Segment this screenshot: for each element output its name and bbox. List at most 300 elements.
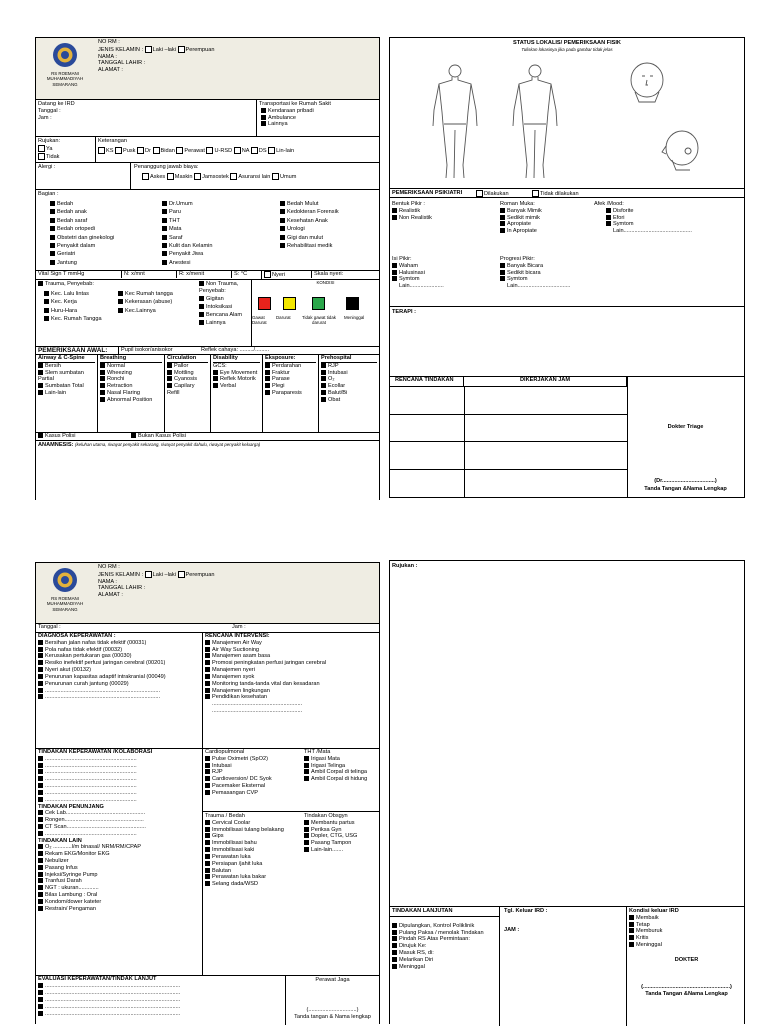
bagian-item: Rehabilitasi medik — [287, 243, 333, 250]
bagian-label: Bagian : — [38, 191, 59, 197]
hospital-name-2: MUHAMMADIYAH — [46, 76, 84, 82]
gender-label: JENIS KELAMIN : — [98, 46, 144, 53]
progresi-item: Sedikit bicara — [507, 269, 541, 276]
ket-checkbox[interactable] — [251, 147, 258, 154]
airway-item: Sumbatan Total — [45, 383, 84, 390]
bagian-item: Penyakit dalam — [57, 243, 96, 250]
eksposure-title: Eksposure: — [265, 355, 316, 363]
biaya-options — [134, 173, 296, 181]
bagian-col-1 — [50, 200, 114, 267]
obsgyn-item: Dopler, CTG, USG — [311, 833, 358, 840]
biaya-opt: Umum — [279, 173, 297, 180]
roman-muka — [500, 201, 542, 235]
anamnesis-row — [38, 442, 260, 449]
nama-label: NAMA : — [98, 578, 117, 585]
trauma-bedah-item: Selang dada/WSD — [212, 881, 259, 888]
tanggal-row — [36, 624, 379, 633]
alergi-label: Alergi : — [36, 163, 131, 189]
anamnesis-note: (keluhan utama, riwayat penyakit sekarang, riwayat penyakit dahulu, riwayat penyakit keluarga) — [75, 442, 261, 447]
gawat-darurat-swatch[interactable] — [258, 297, 271, 310]
sun-logo-icon — [52, 42, 78, 68]
progresi-pikir — [500, 256, 570, 290]
patient-id-fields-2 — [98, 564, 278, 599]
ket-opt: NA — [241, 147, 250, 154]
page-3-form — [35, 562, 380, 1024]
trauma-section — [36, 280, 379, 347]
penanggung-label: Penanggung jawab biaya: — [134, 164, 199, 170]
cardio-item: Cardioversion/ DC Syok — [212, 776, 272, 783]
tindakan-lanjutan-item: Dipulangkan, Kontrol Poliklinik — [399, 922, 475, 929]
tindakan-dots: ........................................................... — [45, 776, 137, 783]
tindakan-penunjang-title: TINDAKAN PENUNJANG — [38, 803, 104, 810]
tindakan-lain-item: O₂ ............l/m binasal/ NRM/RM/CPAP — [45, 844, 141, 851]
hospital-logo-2 — [36, 563, 94, 624]
prehospital-item: Balut/Bi — [328, 390, 348, 397]
ket-opt: Pusk — [123, 147, 136, 154]
transport-title: Transportasi ke Rumah Sakit — [259, 101, 331, 107]
bentuk-pikir-item: Non Realistik — [399, 214, 432, 221]
tindakan-lain-item: Injeksi/Syringe Pump — [45, 871, 98, 878]
trauma-item: Kec.Lainnya — [125, 307, 156, 314]
vital-t: Vital Sign T mmHg — [38, 271, 85, 277]
tidak-dilakukan-checkbox[interactable] — [532, 190, 539, 197]
evaluasi-dots: ....................................................................................... — [45, 990, 181, 996]
bagian-section — [36, 190, 379, 271]
nontrauma-item: Intoksikasi — [206, 304, 233, 311]
nontrauma-item: Non Trauma, Penyebab: — [199, 281, 239, 294]
jam-label: Jam : — [232, 624, 246, 630]
prehospital-item: Ecollar — [328, 383, 346, 390]
patient-header — [36, 38, 379, 100]
hospital-city: SEMARANG — [52, 606, 78, 612]
intervensi-item: Manajemen lingkungan — [212, 687, 270, 694]
penunjang-item: Rongen................................................... — [45, 817, 144, 824]
intervensi-item: Pendidikan kesehatan — [212, 694, 268, 701]
circulation-item: Cyanosis — [174, 376, 198, 383]
laki-checkbox[interactable] — [145, 46, 152, 53]
bukan-kasus-label: Bukan Kasus Polisi — [138, 433, 186, 439]
breathing-item: Abnormal Position — [107, 396, 153, 403]
kondisi-keluar-item: Memburuk — [636, 928, 663, 935]
bagian-item: Bedah Mulut — [287, 201, 319, 207]
kasus-polisi-label: Kasus Polisi — [45, 433, 76, 439]
terapi-title: TERAPI : — [392, 309, 416, 315]
trauma-title: Trauma, Penyebab: — [45, 281, 94, 287]
tindakan-lanjutan-item: Dirujuk Ke: — [399, 943, 427, 950]
prehospital-item: Intubasi — [328, 369, 348, 376]
birthdate-label: TANGGAL LAHIR : — [98, 60, 146, 67]
hospital-logo — [36, 38, 94, 100]
tindakan-lanjutan-table — [390, 906, 744, 1025]
tindakan-lanjutan-item: Melarikan Diri — [399, 956, 434, 963]
kondisi-keluar-item: Tetap — [636, 921, 650, 928]
trauma-item: Kekerasan (abuse) — [125, 299, 173, 306]
evaluasi-section — [36, 976, 379, 1025]
diagnosa-item: Kerusakan pertukaran gas (00030) — [45, 653, 132, 660]
obsgyn-item: Lain-lain....... — [311, 847, 344, 854]
ket-checkbox[interactable] — [176, 147, 183, 154]
circulation-item: Capilary Refill — [167, 383, 195, 397]
tidak-checkbox[interactable] — [38, 153, 45, 160]
obsgyn-item: Pasang Tampon — [311, 840, 352, 847]
dilakukan-label: Dilakukan — [484, 190, 509, 197]
ya-label: Ya — [46, 145, 53, 152]
obsgyn-col — [304, 813, 379, 854]
eksposure-item: Parase — [272, 376, 290, 383]
page-4-form — [389, 560, 745, 1024]
bagian-item: Saraf — [169, 234, 183, 241]
keterangan-label: Keterangan — [98, 138, 127, 144]
tindakan-lanjutan-title: TINDAKAN LANJUTAN — [390, 907, 499, 917]
tindakan-dots: ........................................................... — [45, 783, 137, 790]
tindakan-dots: ........................................................... — [45, 789, 137, 796]
ket-opt: U-RSD — [214, 147, 233, 154]
diagnosa-section — [36, 633, 379, 749]
laki-label: Laki –laki — [152, 571, 176, 578]
vital-sign-row — [36, 271, 379, 280]
vital-n: N: x/mnt — [121, 271, 145, 278]
breathing-title: Breathing — [100, 355, 162, 363]
biaya-opt: Jamsostek — [202, 173, 229, 180]
rujukan-title: Rujukan : — [392, 563, 418, 569]
laki-label: Laki –laki — [152, 46, 176, 53]
tidak-gawat-label: Tidak gawat tidak darurat — [301, 315, 336, 326]
rencana-title: RENCANA TINDAKAN — [395, 377, 454, 383]
penunjang-item: ........................................................... — [45, 830, 137, 837]
tindakan-lanjutan-col — [390, 907, 500, 1026]
eksposure-item: Fraktur — [272, 369, 290, 376]
cardio-item: Pacemaker Eksternal — [212, 783, 266, 790]
transport-opt: Ambulance — [268, 114, 296, 121]
breathing-item: Retraction — [107, 383, 133, 390]
cardio-item: Pemasangan CVP — [212, 789, 259, 796]
breathing-item: Wheezing — [107, 369, 132, 376]
roman-muka-item: Apropiate — [507, 221, 531, 228]
ket-opt: Perawat — [184, 147, 205, 154]
tindakan-lain-item: Pasang Infus — [45, 864, 78, 871]
pemeriksaan-awal-title: PEMERIKSAAN AWAL: — [38, 347, 108, 354]
non-trauma-list — [199, 281, 249, 327]
biaya-checkbox[interactable] — [194, 173, 201, 180]
intervensi-col — [205, 633, 375, 715]
obsgyn-item: Membantu partus — [311, 819, 355, 826]
trauma-bedah-col — [205, 813, 301, 888]
disability-item: Eye Movement — [220, 369, 258, 376]
breathing-item: Ronchi — [107, 376, 125, 383]
intervensi-title: RENCANA INTERVENSI: — [205, 633, 270, 639]
alergi-section — [36, 163, 379, 190]
prehospital-item: RJP — [328, 362, 339, 369]
trauma-bedah-title: Trauma / Bedah — [205, 813, 245, 819]
trauma-bedah-item: Perawatan luka bakar — [212, 874, 267, 881]
cardio-title: Cardiopulmonal — [205, 749, 245, 755]
kondisi-keluar-item: Meninggal — [636, 942, 662, 949]
intervensi-dots: .......................................................... — [212, 707, 303, 714]
hospital-name: RS ROEMANI — [51, 70, 79, 76]
obsgyn-item: Periksa Gyn — [311, 826, 342, 833]
pupil-label: Pupil isokor/anisokor — [118, 347, 173, 354]
ket-checkbox[interactable] — [98, 147, 105, 154]
diagnosa-title: DIAGNOSA KEPERAWATAN : — [38, 633, 116, 639]
bagian-item: Dr.Umum — [169, 201, 193, 207]
bagian-item: Kulit dan Kelamin — [169, 243, 213, 250]
trauma-bedah-item: Perawatan luka — [212, 853, 251, 860]
bagian-item: THT — [169, 217, 180, 224]
ket-checkbox[interactable] — [153, 147, 160, 154]
rujukan-label: Rujukan: — [38, 138, 61, 144]
biaya-checkbox[interactable] — [272, 173, 279, 180]
kondisi-swatches — [254, 297, 380, 311]
trauma-item: Kec Rumah tangga — [125, 291, 173, 297]
laki-checkbox[interactable] — [145, 571, 152, 578]
trauma-item: Kec. Kerja — [51, 299, 77, 306]
evaluasi-dots: ....................................................................................... — [45, 997, 181, 1003]
gender-label: JENIS KELAMIN : — [98, 571, 144, 578]
hospital-name-2: MUHAMMADIYAH — [46, 601, 84, 607]
bentuk-pikir-title: Bentuk Pikir : — [392, 201, 425, 207]
cardio-item: Pulse Oximetri (SpO2) — [212, 755, 268, 762]
alamat-label: ALAMAT : — [98, 67, 123, 74]
kondisi-keluar-item: Kritis — [636, 935, 649, 942]
tindakan-lain-title: TINDAKAN LAIN — [38, 837, 82, 844]
kondisi-block — [251, 280, 379, 346]
ket-opt: Bidan — [160, 147, 175, 154]
tindakan-lain-item: Nebulizer — [45, 858, 69, 864]
tanggal-label: Tanggal : — [38, 107, 61, 114]
perempuan-label: Perempuan — [185, 46, 215, 53]
trauma-bedah-item: Cervical Coolar — [212, 819, 251, 826]
disability-item: Reflek Motorik — [220, 376, 256, 383]
perempuan-checkbox[interactable] — [178, 571, 185, 578]
psikiatri-row — [390, 188, 744, 198]
page-2-form — [389, 37, 745, 498]
tht-item: Ambil Corpal di telinga — [311, 769, 367, 776]
diagnosa-item: Resiko inefektif perfusi jaringan cerebral (00201) — [45, 660, 166, 667]
bagian-item: Anestesi — [169, 259, 191, 266]
nontrauma-item: Lainnya — [206, 319, 226, 326]
diagnosa-item: Nyeri akut (00132) — [45, 667, 92, 674]
airway-title: Airway & C-Spine — [38, 355, 95, 363]
terapi-section — [390, 306, 744, 376]
dikerjakan-header — [464, 377, 627, 387]
biaya-opt: Maskin — [174, 173, 193, 180]
ket-opt: Dr — [145, 147, 151, 154]
bagian-col-3 — [280, 200, 339, 250]
bentuk-pikir — [392, 201, 432, 221]
isi-pikir-item: Waham — [399, 262, 419, 269]
trauma-bedah-item: Gips — [212, 833, 224, 840]
evaluasi-title: EVALUASI KEPERAWATAN/TINDAK LANJUT — [38, 976, 157, 982]
dokter-signature-caption: Tanda Tangan &Nama Lengkap — [644, 486, 727, 492]
evaluasi-dots: ....................................................................................... — [45, 983, 181, 989]
roman-muka-item: Sedikit mimik — [507, 214, 540, 221]
penunjang-item: CT Scan................................................... — [45, 823, 146, 830]
gawat-darurat-label: Gawat Darurat — [252, 315, 267, 326]
airway-item: Bersih — [45, 362, 61, 369]
kasus-polisi-row — [36, 433, 379, 441]
trauma-item: Huru-Hara — [51, 307, 78, 314]
nyeri-label: Nyeri — [272, 271, 286, 278]
perawat-signature-caption: Tanda tangan & Nama lengkap — [294, 1014, 371, 1020]
ket-opt: KS — [106, 147, 114, 154]
prehospital-col — [319, 355, 379, 432]
ket-checkbox[interactable] — [115, 147, 122, 154]
meninggal-label: Meninggal — [344, 315, 365, 320]
dikerjakan-title: DIKERJAKAN JAM — [519, 377, 571, 383]
circulation-item: Mottling — [174, 369, 194, 376]
evaluasi-dots: ....................................................................................... — [45, 1011, 181, 1017]
trauma-bedah-item: Balutan — [212, 867, 231, 874]
tindakan-dots: ........................................................... — [45, 769, 137, 776]
cardio-item: Intubasi — [212, 762, 232, 769]
anamnesis-title: ANAMNESIS: — [38, 442, 74, 448]
intervensi-item: Promosi peningkatan perfusi jaringan cerebral — [212, 660, 327, 667]
ket-checkbox[interactable] — [234, 147, 241, 154]
tindakan-lain-item: NGT : ukuran............. — [45, 885, 99, 892]
nama-label: NAMA : — [98, 53, 117, 60]
tidak-label: Tidak — [46, 153, 60, 160]
jam-label: Jam : — [38, 114, 52, 121]
hospital-city: SEMARANG — [52, 81, 78, 87]
tht-title: THT /Mata — [304, 749, 331, 755]
vital-s: S: °C — [231, 271, 247, 278]
bagian-item: Geriatri — [57, 251, 76, 258]
tindakan-section — [36, 749, 379, 976]
dokter-signature-line: (........................................................) — [641, 983, 732, 990]
prehospital-title: Prehospital — [321, 355, 377, 363]
intervensi-dots: .......................................................... — [212, 701, 303, 708]
darurat-label: Darurat — [276, 315, 291, 320]
disability-col — [211, 355, 263, 432]
eksposure-item: Perdarahan — [272, 362, 302, 369]
perawat-jaga-label: Perawat Jaga — [315, 977, 350, 983]
no-rm-label: NO RM : — [98, 564, 120, 570]
biaya-checkbox[interactable] — [167, 173, 174, 180]
diagnosa-item: Pola nafas tidak efektif (00032) — [45, 646, 123, 653]
isi-pikir-lain: Lain...................... — [399, 283, 444, 290]
tht-item: Irigasi Telinga — [311, 762, 346, 769]
pemeriksaan-awal-row — [36, 347, 379, 355]
isi-pikir-item: Halusinasi — [399, 269, 425, 276]
kondisi-keluar-col — [629, 907, 744, 997]
refleks-label: Reflek cahaya: ........./......... — [201, 347, 270, 353]
bagian-item: Bedah ortopedi — [57, 226, 95, 233]
status-lokalis-title: STATUS LOKALIS/ PEMERIKSAAN FISIK — [513, 40, 621, 46]
ket-checkbox[interactable] — [206, 147, 213, 154]
diagnosa-item: .......................................................................... — [45, 687, 161, 694]
abcde-section — [36, 355, 379, 433]
prehospital-item: O₂ — [328, 376, 335, 383]
afek-item: Disforite — [613, 207, 634, 214]
bagian-col-2 — [162, 200, 213, 267]
ket-checkbox[interactable] — [137, 147, 144, 154]
rujukan-section — [36, 137, 379, 163]
ya-checkbox[interactable] — [38, 145, 45, 152]
page-1-form — [35, 37, 380, 500]
tindakan-lain-item: Kondom/dower kateter — [45, 898, 102, 905]
penunjang-item: Cek Lab................................................... — [45, 810, 146, 817]
perempuan-checkbox[interactable] — [178, 46, 185, 53]
bagian-item: Urologi — [287, 226, 305, 233]
bagian-item: Kesehatan Anak — [287, 217, 328, 224]
dokter-triage-label: Dokter Triage — [667, 424, 704, 430]
kondisi-title: KONDISI — [316, 280, 335, 285]
bentuk-pikir-item: Realistik — [399, 207, 421, 214]
circulation-title: Circulation — [167, 355, 208, 363]
status-lokalis-note: Tuliskan lokasinya jika pada gambar tidak jelas — [521, 46, 613, 52]
gender-row — [98, 46, 278, 54]
nyeri-checkbox[interactable] — [264, 271, 271, 278]
evaluasi-dots: ....................................................................................... — [45, 1004, 181, 1010]
progresi-lain: Lain.................................. — [507, 283, 571, 290]
tht-col — [304, 749, 379, 783]
afek-lain: Lain............................................ — [613, 228, 692, 235]
tidak-dilakukan-label: Tidak dilakukan — [540, 190, 579, 197]
afek-title: Afek /Mood: — [594, 201, 624, 207]
trauma-bedah-item: Immobilisasi tulang belakang — [212, 826, 284, 833]
breathing-item: Nasal Flaring — [107, 390, 140, 397]
progresi-title: Progresi Pikir: — [500, 256, 535, 262]
dilakukan-checkbox[interactable] — [476, 190, 483, 197]
kondisi-keluar-item: Membaik — [636, 914, 659, 921]
biaya-checkbox[interactable] — [142, 173, 149, 180]
bagian-item: Mata — [169, 226, 182, 233]
isi-pikir-item: Symtom — [399, 276, 420, 283]
nontrauma-item: Gigitan — [206, 296, 224, 302]
bagian-item: Bedah — [57, 201, 74, 207]
afek-mood — [594, 201, 692, 235]
tindakan-dots: ........................................................... — [45, 755, 137, 762]
intervensi-item: Manajemen Air Way — [212, 639, 262, 646]
dokter-label: DOKTER — [674, 956, 699, 963]
intervensi-item: Manajemen asam basa — [212, 653, 271, 660]
tindakan-lain-item: Restrain/ Pengaman — [45, 905, 96, 912]
eksposure-col — [263, 355, 319, 432]
ket-checkbox[interactable] — [268, 147, 275, 154]
vital-r: R: x/menit — [176, 271, 204, 278]
bagian-item: Bedah saraf — [57, 217, 88, 224]
diagnosa-item: Penurunan curah jantung (00029) — [45, 680, 129, 687]
body-diagram-icon — [430, 60, 730, 182]
no-rm-label: NO RM : — [98, 39, 120, 45]
darurat-swatch[interactable] — [283, 297, 296, 310]
tindakan-left-col — [36, 749, 203, 975]
kondisi-keluar-title: Kondisi keluar IRD — [629, 908, 679, 914]
eksposure-item: Paraparesis — [272, 390, 302, 397]
prehospital-item: Obat — [328, 396, 341, 403]
biaya-opt: Asuransi lain — [238, 173, 271, 180]
biaya-checkbox[interactable] — [230, 173, 237, 180]
rencana-table — [390, 376, 744, 497]
alamat-label: ALAMAT : — [98, 592, 123, 599]
diagnosa-item: Penurunan kapasitas adaptif intrakranial (00049) — [45, 673, 166, 680]
tidak-gawat-swatch[interactable] — [312, 297, 325, 310]
nontrauma-item: Bencana Alam — [206, 311, 243, 318]
cardio-col — [205, 749, 301, 797]
transport-opt: Lainnya — [268, 121, 288, 128]
tindakan-lanjutan-item: Masuk RS, di: — [399, 950, 434, 957]
tanggal-label: Tanggal : — [38, 624, 61, 630]
bagian-item: Obstetri dan ginekologi — [57, 234, 115, 241]
birthdate-label: TANGGAL LAHIR : — [98, 585, 146, 592]
circulation-item: Pallor — [174, 362, 189, 369]
tindakan-lanjutan-item: Meninggal — [399, 963, 425, 970]
skala-nyeri-label: Skala nyeri: — [311, 271, 343, 278]
meninggal-swatch[interactable] — [346, 297, 359, 310]
tindakan-lain-item: Tranfusi Darah — [45, 878, 82, 885]
sun-logo-icon — [52, 567, 78, 593]
circulation-col — [165, 355, 211, 432]
